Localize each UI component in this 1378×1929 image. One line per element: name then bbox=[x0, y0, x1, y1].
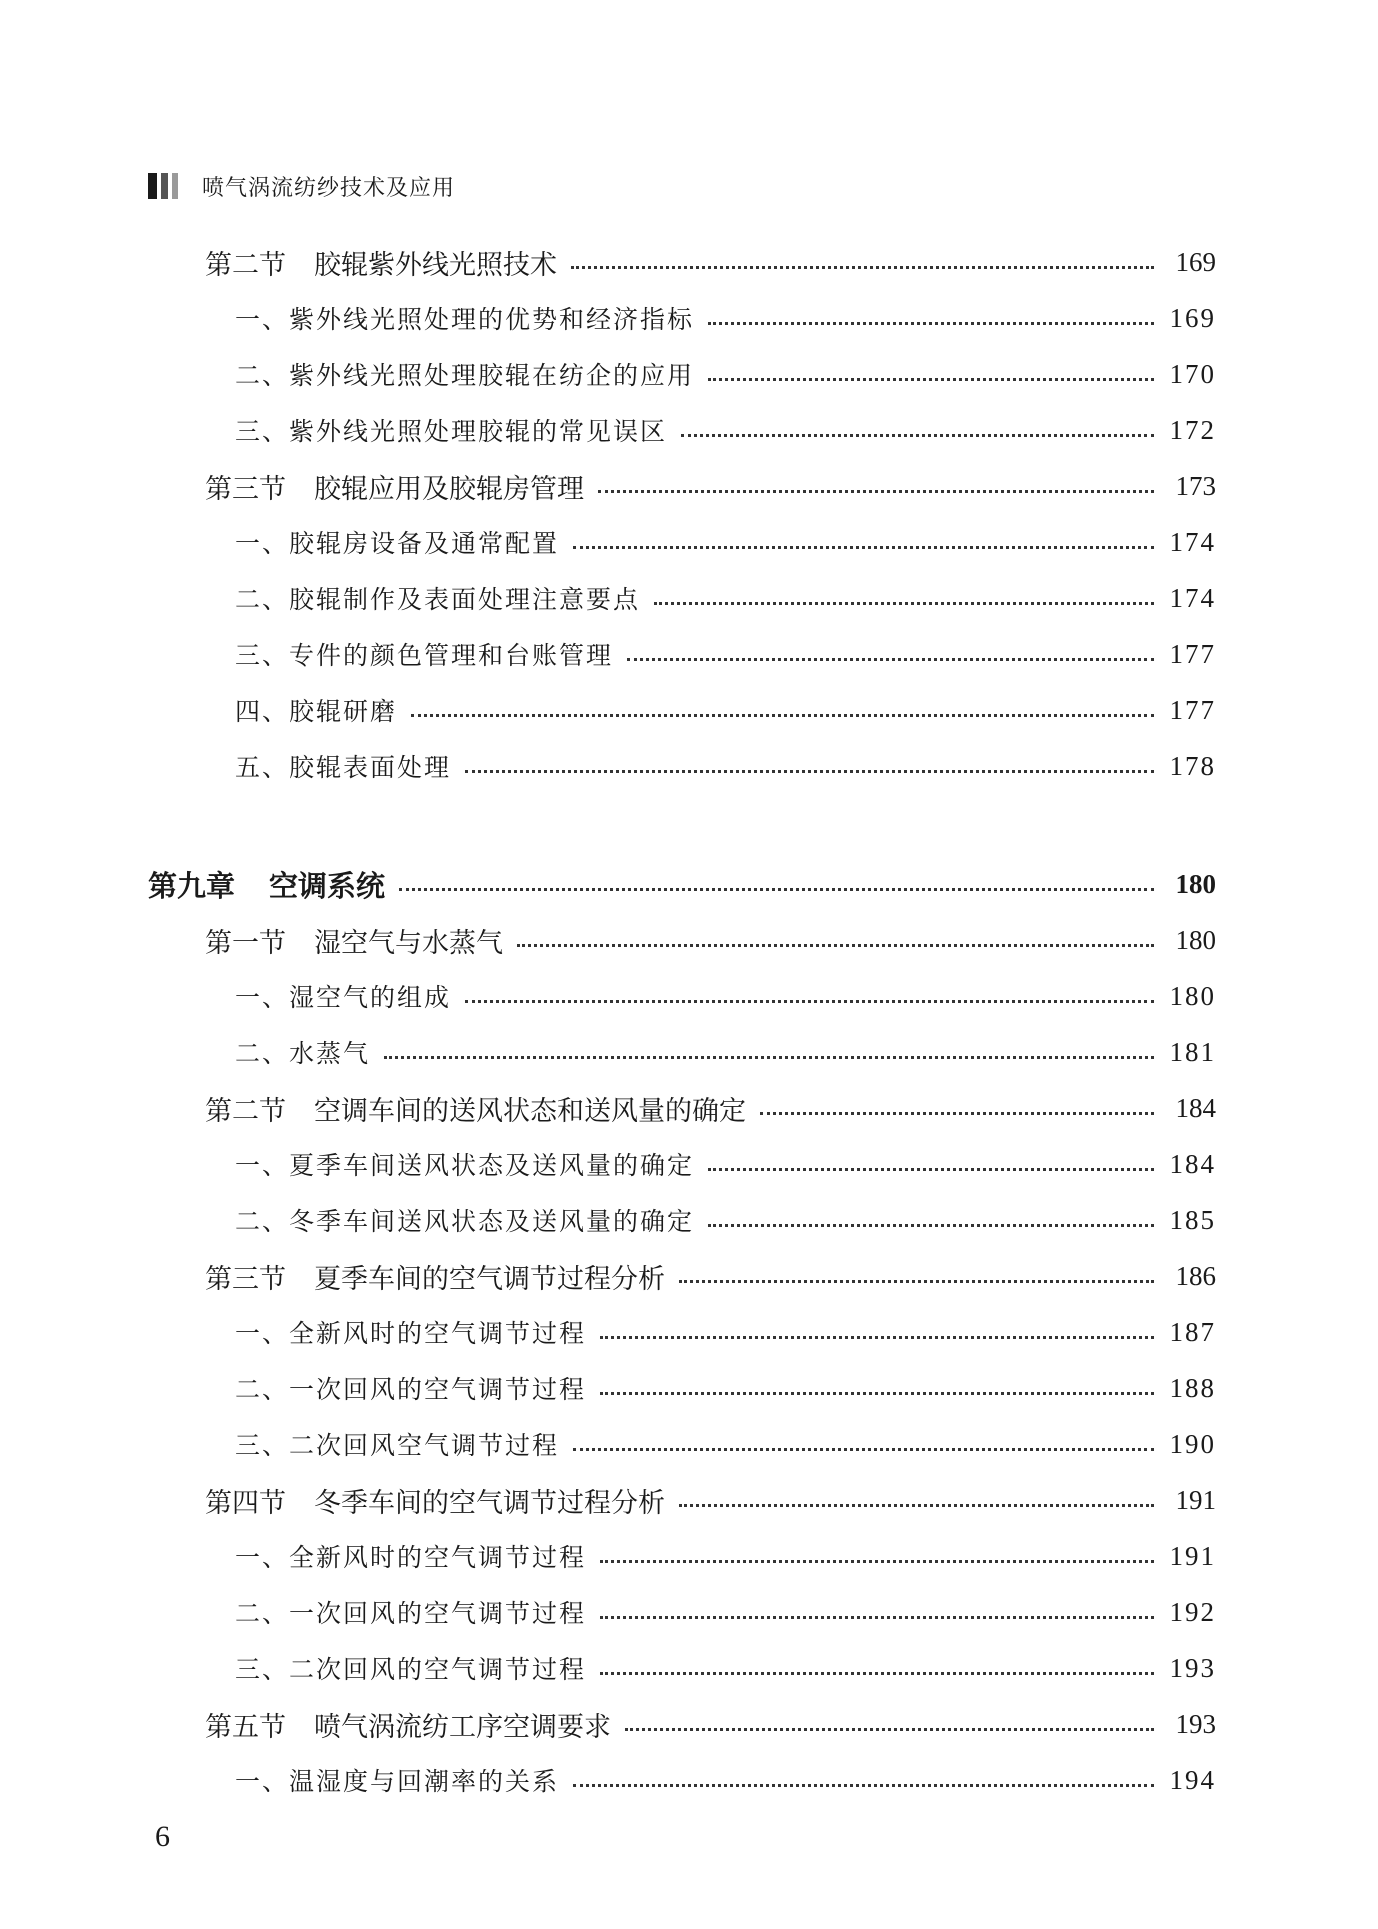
toc-section-entry[interactable] bbox=[205, 1480, 1216, 1520]
section-title: 冬季车间的空气调节过程分析 bbox=[314, 1487, 665, 1519]
toc-page-number: 174 bbox=[1169, 526, 1216, 557]
toc-page-number: 185 bbox=[1169, 1204, 1216, 1235]
toc-page-number: 187 bbox=[1169, 1316, 1216, 1347]
toc-page-number: 174 bbox=[1169, 582, 1216, 613]
dot-leader bbox=[760, 1112, 1154, 1115]
dot-leader bbox=[411, 714, 1154, 717]
toc-page-number: 178 bbox=[1169, 750, 1216, 781]
dot-leader bbox=[681, 434, 1154, 437]
toc-item-entry[interactable] bbox=[235, 746, 1216, 786]
toc-page-number: 186 bbox=[1175, 1260, 1216, 1291]
dot-leader bbox=[573, 546, 1154, 549]
toc-page-number: 169 bbox=[1169, 302, 1216, 333]
section-title: 喷气涡流纺工序空调要求 bbox=[314, 1711, 611, 1743]
header-bar bbox=[161, 173, 168, 199]
toc-page-number: 181 bbox=[1169, 1036, 1216, 1067]
toc-item-entry[interactable] bbox=[235, 634, 1216, 674]
dot-leader bbox=[571, 266, 1154, 269]
dot-leader bbox=[708, 1224, 1154, 1227]
dot-leader bbox=[679, 1504, 1154, 1507]
toc-item-entry[interactable] bbox=[235, 410, 1216, 450]
toc-item-entry[interactable] bbox=[235, 1032, 1216, 1072]
item-title: 三、专件的颜色管理和台账管理 bbox=[235, 641, 614, 670]
toc-page-number: 180 bbox=[1175, 924, 1216, 955]
toc-item-entry[interactable] bbox=[235, 1368, 1216, 1408]
header-bar bbox=[172, 173, 178, 199]
item-title: 四、胶辊研磨 bbox=[235, 697, 398, 726]
dot-leader bbox=[600, 1616, 1154, 1619]
section-title: 空调车间的送风状态和送风量的确定 bbox=[314, 1095, 746, 1127]
dot-leader bbox=[600, 1560, 1154, 1563]
toc-page-number: 173 bbox=[1175, 470, 1216, 501]
header-bars-icon bbox=[148, 173, 182, 199]
section-number: 第三节 bbox=[205, 473, 286, 505]
toc-item-entry[interactable] bbox=[235, 976, 1216, 1016]
toc-page-number: 180 bbox=[1175, 868, 1216, 899]
toc-section-entry[interactable] bbox=[205, 242, 1216, 282]
toc-page-number: 184 bbox=[1175, 1092, 1216, 1123]
section-number: 第四节 bbox=[205, 1487, 286, 1519]
section-title: 湿空气与水蒸气 bbox=[314, 927, 503, 959]
item-title: 二、一次回风的空气调节过程 bbox=[235, 1599, 587, 1628]
toc-section-entry[interactable] bbox=[205, 1704, 1216, 1744]
item-title: 一、全新风时的空气调节过程 bbox=[235, 1319, 587, 1348]
item-title: 一、紫外线光照处理的优势和经济指标 bbox=[235, 305, 695, 334]
item-title: 二、胶辊制作及表面处理注意要点 bbox=[235, 585, 641, 614]
section-number: 第三节 bbox=[205, 1263, 286, 1295]
dot-leader bbox=[384, 1056, 1154, 1059]
dot-leader bbox=[708, 1168, 1154, 1171]
dot-leader bbox=[517, 944, 1154, 947]
dot-leader bbox=[627, 658, 1154, 661]
item-title: 一、全新风时的空气调节过程 bbox=[235, 1543, 587, 1572]
toc-item-entry[interactable] bbox=[235, 354, 1216, 394]
toc-page-number: 190 bbox=[1169, 1428, 1216, 1459]
section-title: 夏季车间的空气调节过程分析 bbox=[314, 1263, 665, 1295]
toc-item-entry[interactable] bbox=[235, 578, 1216, 618]
book-title: 喷气涡流纺纱技术及应用 bbox=[202, 175, 456, 201]
dot-leader bbox=[708, 378, 1154, 381]
page-number: 6 bbox=[155, 1820, 170, 1853]
toc-item-entry[interactable] bbox=[235, 1424, 1216, 1464]
toc-page-number: 177 bbox=[1169, 694, 1216, 725]
toc-section-entry[interactable] bbox=[205, 1256, 1216, 1296]
toc-chapter-entry[interactable] bbox=[148, 864, 1216, 904]
toc-item-entry[interactable] bbox=[235, 1760, 1216, 1800]
dot-leader bbox=[654, 602, 1154, 605]
section-number: 第一节 bbox=[205, 927, 286, 959]
item-title: 三、二次回风的空气调节过程 bbox=[235, 1655, 587, 1684]
item-title: 一、夏季车间送风状态及送风量的确定 bbox=[235, 1151, 695, 1180]
toc-page-number: 192 bbox=[1169, 1596, 1216, 1627]
toc-item-entry[interactable] bbox=[235, 1200, 1216, 1240]
item-title: 一、湿空气的组成 bbox=[235, 983, 452, 1012]
chapter-title: 空调系统 bbox=[269, 868, 386, 903]
toc-item-entry[interactable] bbox=[235, 1312, 1216, 1352]
item-title: 二、一次回风的空气调节过程 bbox=[235, 1375, 587, 1404]
dot-leader bbox=[708, 322, 1154, 325]
section-number: 第二节 bbox=[205, 1095, 286, 1127]
toc-section-entry[interactable] bbox=[205, 466, 1216, 506]
section-number: 第二节 bbox=[205, 249, 286, 281]
item-title: 二、水蒸气 bbox=[235, 1039, 371, 1068]
dot-leader bbox=[465, 770, 1154, 773]
toc-page-number: 169 bbox=[1175, 246, 1216, 277]
toc-item-entry[interactable] bbox=[235, 1144, 1216, 1184]
toc-page-number: 193 bbox=[1169, 1652, 1216, 1683]
toc-page-number: 180 bbox=[1169, 980, 1216, 1011]
dot-leader bbox=[399, 888, 1154, 891]
toc-page-number: 177 bbox=[1169, 638, 1216, 669]
toc-item-entry[interactable] bbox=[235, 690, 1216, 730]
chapter-number: 第九章 bbox=[148, 868, 236, 903]
dot-leader bbox=[465, 1000, 1154, 1003]
toc-item-entry[interactable] bbox=[235, 1592, 1216, 1632]
toc-page-number: 188 bbox=[1169, 1372, 1216, 1403]
item-title: 五、胶辊表面处理 bbox=[235, 753, 452, 782]
dot-leader bbox=[598, 490, 1154, 493]
dot-leader bbox=[600, 1672, 1154, 1675]
toc-page-number: 170 bbox=[1169, 358, 1216, 389]
toc-page-number: 191 bbox=[1169, 1540, 1216, 1571]
item-title: 二、冬季车间送风状态及送风量的确定 bbox=[235, 1207, 695, 1236]
running-header bbox=[148, 170, 455, 202]
toc-section-entry[interactable] bbox=[205, 1088, 1216, 1128]
dot-leader bbox=[625, 1728, 1154, 1731]
section-number: 第五节 bbox=[205, 1711, 286, 1743]
section-title: 胶辊紫外线光照技术 bbox=[314, 249, 557, 281]
dot-leader bbox=[573, 1448, 1154, 1451]
toc-item-entry[interactable] bbox=[235, 1648, 1216, 1688]
toc-page-number: 193 bbox=[1175, 1708, 1216, 1739]
toc-item-entry[interactable] bbox=[235, 1536, 1216, 1576]
item-title: 三、紫外线光照处理胶辊的常见误区 bbox=[235, 417, 668, 446]
dot-leader bbox=[573, 1784, 1154, 1787]
item-title: 二、紫外线光照处理胶辊在纺企的应用 bbox=[235, 361, 695, 390]
dot-leader bbox=[600, 1392, 1154, 1395]
header-bar bbox=[148, 173, 157, 199]
toc-page-number: 184 bbox=[1169, 1148, 1216, 1179]
toc-page-number: 191 bbox=[1175, 1484, 1216, 1515]
dot-leader bbox=[600, 1336, 1154, 1339]
toc-section-entry[interactable] bbox=[205, 920, 1216, 960]
toc-item-entry[interactable] bbox=[235, 522, 1216, 562]
item-title: 三、二次回风空气调节过程 bbox=[235, 1431, 560, 1460]
toc-item-entry[interactable] bbox=[235, 298, 1216, 338]
item-title: 一、温湿度与回潮率的关系 bbox=[235, 1767, 560, 1796]
section-title: 胶辊应用及胶辊房管理 bbox=[314, 473, 584, 505]
toc-page-number: 172 bbox=[1169, 414, 1216, 445]
item-title: 一、胶辊房设备及通常配置 bbox=[235, 529, 560, 558]
toc-page-number: 194 bbox=[1169, 1764, 1216, 1795]
dot-leader bbox=[679, 1280, 1154, 1283]
